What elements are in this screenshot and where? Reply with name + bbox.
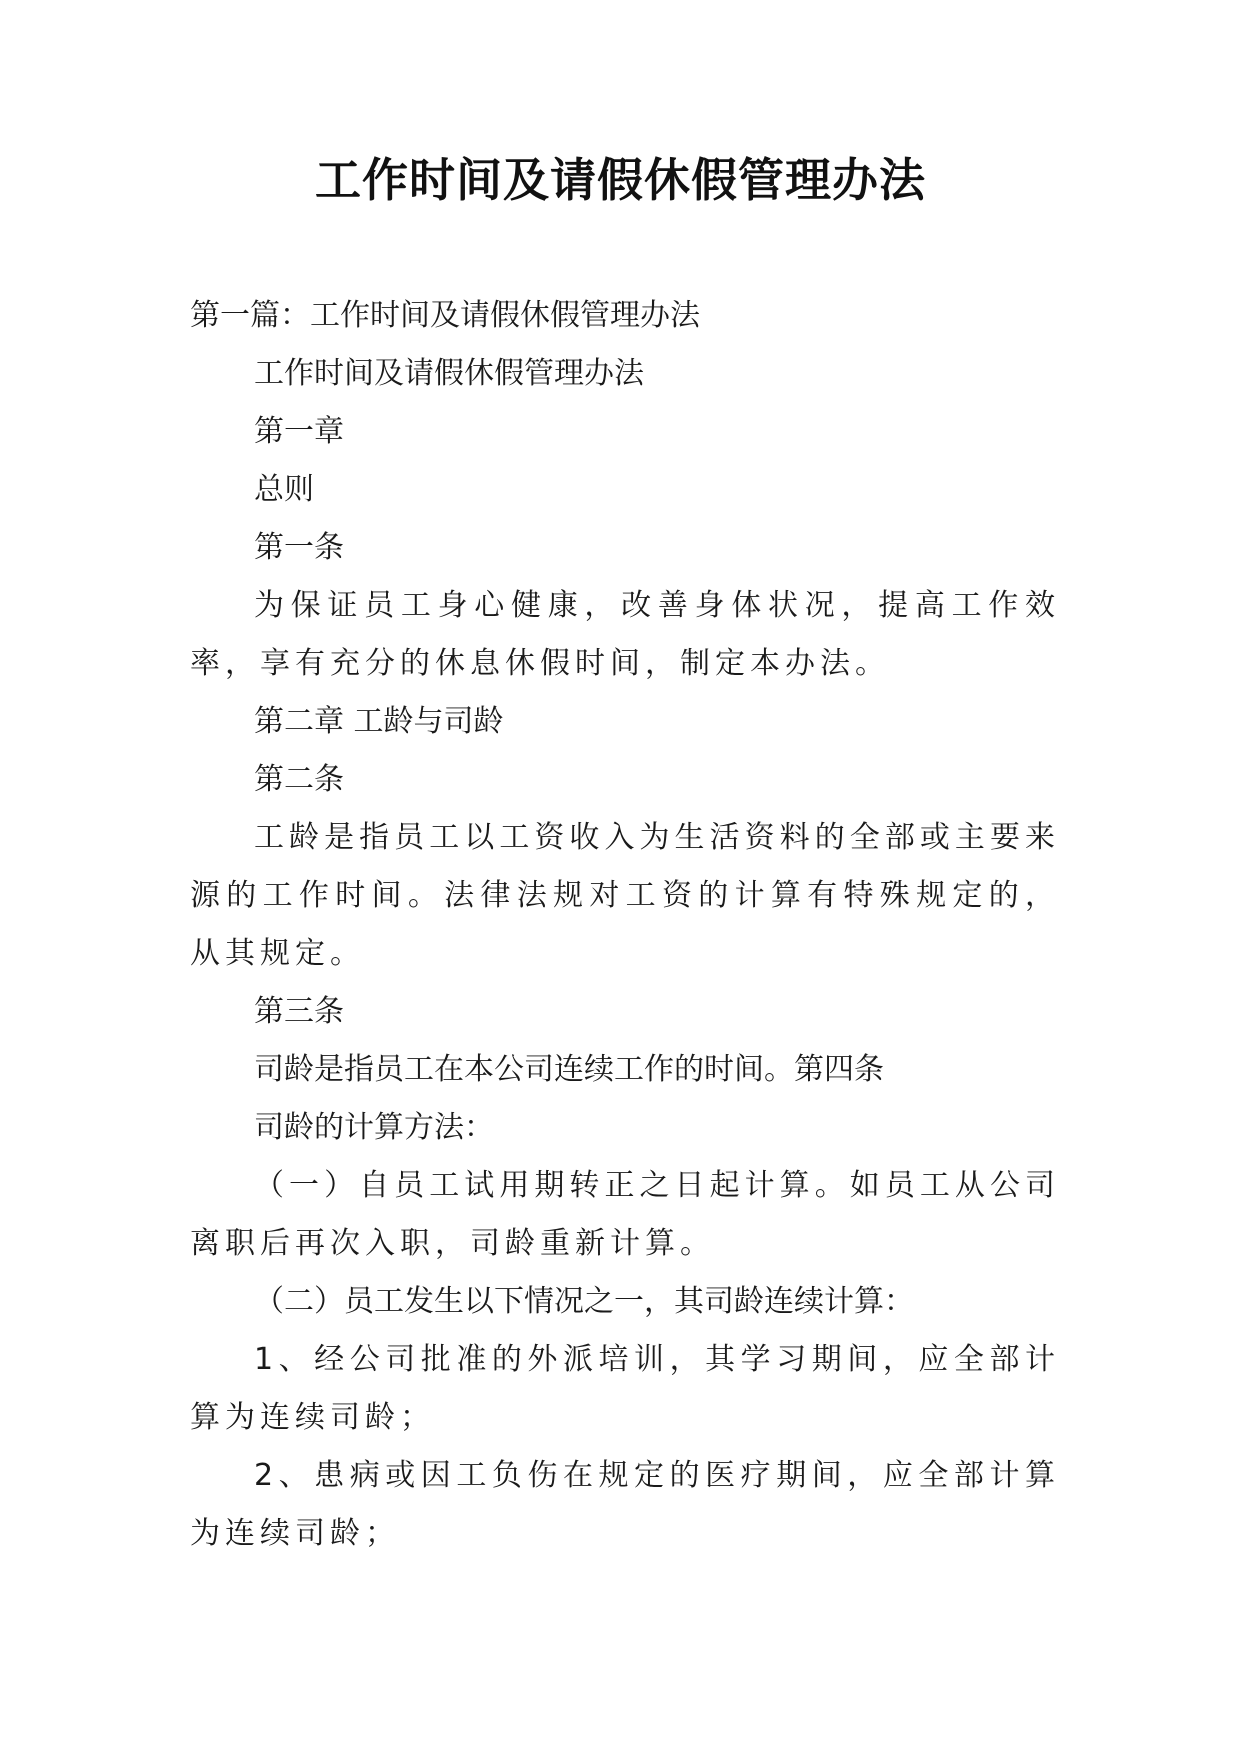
chapter-heading: 第一章 xyxy=(254,414,344,449)
document-title: 工作时间及请假休假管理办法 xyxy=(315,153,926,207)
paragraph: 司龄是指员工在本公司连续工作的时间。第四条 xyxy=(254,1052,884,1087)
list-item: 1、经公司批准的外派培训，其学习期间，应全部计算为连续司龄； xyxy=(190,1342,1060,1435)
chapter-name: 总则 xyxy=(254,472,314,507)
subtitle-line: 工作时间及请假休假管理办法 xyxy=(254,356,644,391)
paragraph: 司龄的计算方法： xyxy=(254,1110,494,1145)
list-item: （一）自员工试用期转正之日起计算。如员工从公司离职后再次入职，司龄重新计算。 xyxy=(190,1168,1060,1261)
article-heading: 第二条 xyxy=(254,762,344,797)
article-heading: 第一条 xyxy=(254,530,344,565)
paragraph: 工龄是指员工以工资收入为生活资料的全部或主要来源的工作时间。法律法规对工资的计算有特殊规定的，从其规定。 xyxy=(190,820,1060,971)
document-body xyxy=(190,287,1060,1563)
section-heading: 第一篇：工作时间及请假休假管理办法 xyxy=(190,298,700,333)
list-item: （二）员工发生以下情况之一，其司龄连续计算： xyxy=(254,1284,914,1319)
list-item: 2、患病或因工负伤在规定的医疗期间，应全部计算为连续司龄； xyxy=(190,1458,1060,1551)
chapter-heading: 第二章 工龄与司龄 xyxy=(254,704,504,739)
paragraph: 为保证员工身心健康，改善身体状况，提高工作效率，享有充分的休息休假时间，制定本办法。 xyxy=(190,588,1060,681)
article-heading: 第三条 xyxy=(254,994,344,1029)
